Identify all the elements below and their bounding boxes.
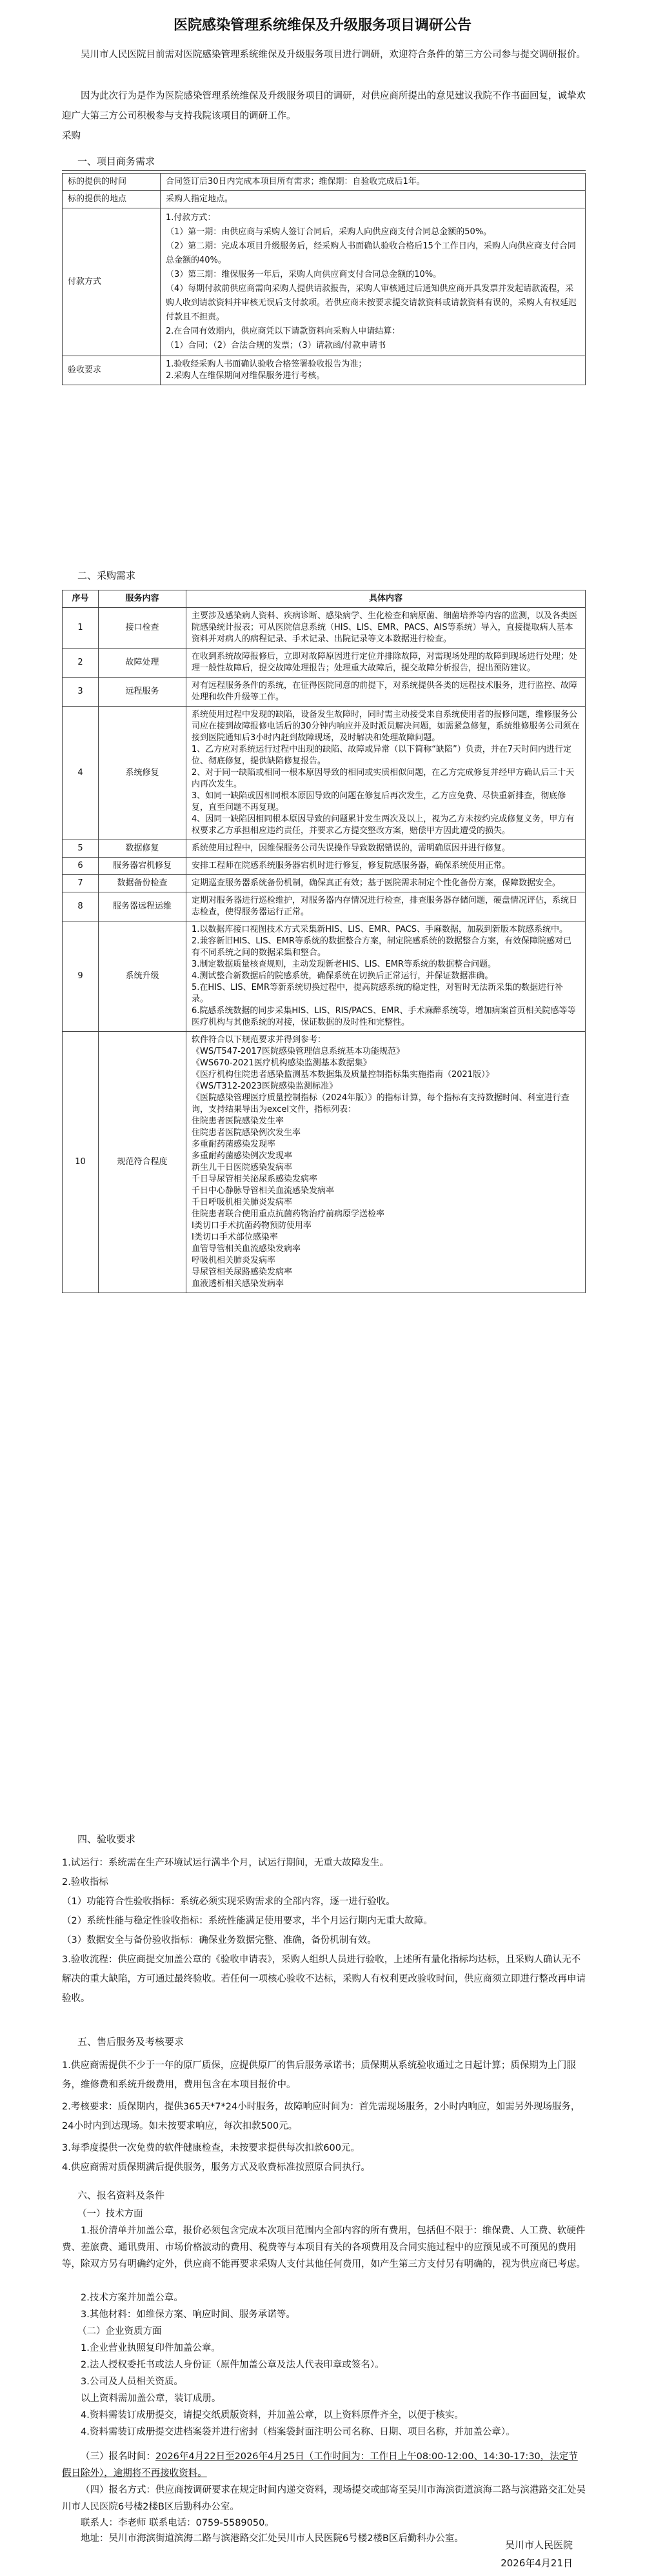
registration-time [62,2448,586,2482]
row-no: 5 [63,840,99,858]
business-value: 合同签订后30日内完成本项目所有需求；维保期：自验收完成后1年。 [161,174,586,191]
after-sales-item: 1.供应商需提供不少于一年的原厂质保，应提供原厂的售后服务承诺书；质保期从系统验收通过之日起计算；质保期为上门服务，维修费和系统升级费用，费用包含在本项目报价中。 [62,2060,576,2090]
row-content: 定期巡查服务器系统备份机制，确保真正有效；基于医院需求制定个性化备份方案，保障数据安全。 [186,875,586,892]
acceptance-item: （1）功能符合性验收指标：系统必须实现采购需求的全部内容，逐一进行验收。 [62,1897,395,1907]
table-row [63,1032,586,1293]
after-sales-item: 3.每季度提供一次免费的软件健康检查，未按要求提供每次扣款600元。 [62,2143,361,2153]
table-row [63,678,586,707]
row-no: 7 [63,875,99,892]
business-key: 标的提供的时间 [63,174,161,191]
table-row [63,356,586,385]
table-row [63,875,586,892]
row-content: 系统使用过程中发现的缺陷，设备发生故障时，同时需主动接受来自系统使用者的报修问题，维修服务公司应在接到故障报修电话后的30分钟内响应并及时派员解决问题，如需紧急修复，系统维修服务公司须在接到医院通知后3小时内赶到故障现场，及时解决和处理故障问题。 1、乙方应对系统运行过程中出现的缺陷、故障或异常（以下简称“缺陷”）负责，并在7天时间内进行定位、彻底修复，提供缺陷修复报告。 2、对于同一缺陷或相同一根本原因导致的相同或实质相似问题，在乙方完成修复并经甲方确认后三十天内再次发生。 3、如同一缺陷或因相同根本原因导致的问题在修复后再次发生，乙方应免费、尽快重新排查，彻底修复，直至问题不再复现。 4、因同一缺陷因相同根本原因导致的问题累计发生两次及以上，视为乙方未按约完成修复义务，甲方有权要求乙方承担相应违约责任，并要求乙方提交整改方案，赔偿甲方因此遭受的损失。 [186,707,586,840]
signature-block [501,2536,573,2572]
row-no: 10 [63,1032,99,1293]
registration-tech-item: 3.其他材料：如维保方案、响应时间、服务承诺等。 [81,2309,295,2320]
after-sales-item: 2.考核要求：质保期内，提供365天*7*24小时服务，故障响应时间为：首先需现场服务，2小时内响应，如需另外现场服务，24小时内到达现场。如未按要求响应，每次扣款500元。 [62,2102,580,2131]
registration-ent-item: 4.资料需装订成册提交进档案袋并进行密封（档案袋封面注明公司名称、日期、项目名称，并加盖公章）。 [81,2427,515,2437]
row-content: 软件符合以下规范要求并得到参考： 《WS/T547-2017医院感染管理信息系统基本功能规范》 《WS670-2021医疗机构感染监测基本数据集》 《医疗机构住院患者感染监测基本数据集及质量控制指标集实施指南（2021版）》 《WS/T312-2023医院感染监测标准》 《医院感染管理医疗质量控制指标（2024年版）》的指标计算，每个指标有支持数据时间、科室进行查询，支持结果导出为excel文件，指标列表： 住院患者医院感染发生率 住院患者医院感染例次发生率 多重耐药菌感染发现率 多重耐药菌感染例次发现率 新生儿千日医院感染发病率 千日导尿管相关泌尿系感染发病率 千日中心静脉导管相关血流感染发病率 千日呼吸机相关肺炎发病率 住院患者联合使用重点抗菌药物治疗前病原学送检率 I类切口手术抗菌药物预防使用率 I类切口手术部位感染率 血管导管相关血流感染发病率 呼吸机相关肺炎发病率 导尿管相关尿路感染发病率 血液透析相关感染发病率 [186,1032,586,1293]
row-content: 对有远程服务条件的系统，在征得医院同意的前提下，对系统提供各类的远程技术服务，进行监控、故障处理和软件升级等工作。 [186,678,586,707]
header-no: 序号 [63,590,99,608]
table-row [63,174,586,191]
table-row [63,191,586,208]
row-content: 系统使用过程中，因维保服务公司失误操作导致数据错误的，需明确原因并进行修复。 [186,840,586,858]
intro-paragraph-2: 因为此次行为是作为医院感染管理系统维保及升级服务项目的调研，对供应商所提出的意见建议我院不作书面回复，诚挚欢迎广大第三方公司积极参与支持我院该项目的调研工作。 [62,91,586,121]
acceptance-item: （3）数据安全与备份验收指标：确保业务数据完整、准确，备份机制有效。 [62,1935,377,1946]
section-heading-after-sales: 五、售后服务及考核要求 [77,2036,184,2048]
acceptance-item: （2）系统性能与稳定性验收指标：系统性能满足使用要求，半个月运行期内无重大故障。 [62,1916,433,1926]
registration-ent-item: 以上资料需加盖公章，装订成册。 [81,2393,221,2404]
row-service: 接口检查 [99,608,186,649]
business-value: 1.验收经采购人书面确认验收合格签署验收报告为准； 2.采购人在维保期间对维保服务进行考核。 [161,356,586,385]
section-heading-acceptance: 四、验收要求 [77,1833,136,1845]
table-row [63,858,586,875]
row-no: 2 [63,649,99,678]
row-no: 3 [63,678,99,707]
table-row [63,840,586,858]
business-key: 标的提供的地点 [63,191,161,208]
row-no: 4 [63,707,99,840]
row-content: 主要涉及感染病人资料、疾病诊断、感染病学、生化检查和病原菌、细菌培养等内容的监测，以及各类医院感染统计报表；可从医院信息系统（HIS、LIS、EMR、PACS、AIS等系统）导入，直接提取病人基本资料并对病人的病程记录、手术记录、出院记录等文本数据进行检查。 [186,608,586,649]
page-title: 医院感染管理系统维保及升级服务项目调研公告 [173,17,471,34]
row-service: 远程服务 [99,678,186,707]
section-heading-business: 一、项目商务需求 [62,154,586,171]
row-service: 数据修复 [99,840,186,858]
row-content: 安排工程师在院感系统服务器宕机时进行修复，修复院感服务器，确保系统使用正常。 [186,858,586,875]
business-key: 付款方式 [63,208,161,356]
signature-date: 2026年4月21日 [501,2557,573,2569]
registration-method: （四）报名方式：供应商按调研要求在规定时间内递交资料，现场提交或邮寄至吴川市海滨街道滨海二路与滨港路交汇处吴川市人民医院6号楼2楼B区后勤科办公室。 [62,2485,586,2512]
table-row [63,921,586,1032]
row-no: 9 [63,921,99,1032]
registration-tech-item: 1.报价清单并加盖公章，报价必须包含完成本次项目范围内全部内容的所有费用，包括但不限于：维保费、人工费、软硬件费、差旅费、通讯费用、市场价格波动的费用、税费等与本项目有关的各项费用及合同实施过程中的应预见或不可预见的费用等，除双方另有明确约定外，供应商不能再要求采购人支付其他任何费用，如产生第三方支付另有明确的，视为供应商已考虑。 [62,2226,586,2269]
row-service: 系统升级 [99,921,186,1032]
table-header-row [63,590,586,608]
business-requirements-table [62,173,586,385]
registration-time-label: （三）报名时间： [81,2451,155,2462]
section-heading-procurement: 二、采购需求 [77,570,136,581]
table-row [63,649,586,678]
row-service: 故障处理 [99,649,186,678]
row-content: 定期对服务器进行巡检维护，对服务器内存情况进行检查，排查服务器存储问题，硬盘情况评估，系统日志检查，使得服务器运行正常。 [186,892,586,921]
procurement-requirements-table [62,590,586,1293]
registration-ent-item: 3.公司及人员相关资质。 [81,2377,183,2387]
table-row [63,608,586,649]
row-service: 服务器宕机修复 [99,858,186,875]
business-value: 采购人指定地点。 [161,191,586,208]
registration-ent-item: 2.法人授权委托书或法人身份证（原件加盖公章及法人代表印章或签名）。 [81,2360,384,2370]
row-no: 6 [63,858,99,875]
intro-tail: 采购 [62,131,81,141]
signature-org: 吴川市人民医院 [504,2539,573,2551]
business-key: 验收要求 [63,356,161,385]
row-no: 8 [63,892,99,921]
table-row [63,892,586,921]
acceptance-item: 2.验收指标 [62,1877,108,1887]
row-content: 在收到系统故障报修后，立即对故障原因进行定位并排除故障，对需现场处理的故障到现场进行处理；处理一般性故障后，提交故障处理报告；处理重大故障后，提交故障分析报告，提出预防建议。 [186,649,586,678]
table-row [63,208,586,356]
row-service: 服务器远程运维 [99,892,186,921]
row-no: 1 [63,608,99,649]
row-content: 1.以数据库接口视图技术方式采集新HIS、LIS、EMR、PACS、手麻数据，加载到新版本院感系统中。 2.兼容新旧HIS、LIS、EMR等系统的数据整合方案，制定院感系统的数据整合方案，有效保障院感对已有不同系统之间的数据采集和整合。 3.制定数据质量核查规则，主动发现新老HIS、LIS、EMR等系统的数据整合问题。 4.测试整合新数据后的院感系统，确保系统在切换后正常运行，并保证数据准确。 5.在HIS、LIS、EMR等新系统切换过程中，提高院感系统的稳定性，对暂时无法新采集的数据进行补录。 6.院感系统数据的同步采集HIS、LIS、RIS/PACS、EMR、手术麻醉系统等，增加病案首页相关院感等等医疗机构与其他系统的对接，保证数据的及时性和完整性。 [186,921,586,1032]
row-service: 系统修复 [99,707,186,840]
registration-tech-item: 2.技术方案并加盖公章。 [81,2293,183,2303]
row-service: 数据备份检查 [99,875,186,892]
header-service: 服务内容 [99,590,186,608]
registration-ent-heading: （二）企业资质方面 [77,2326,162,2337]
contact-line: 联系人：李老师 联系电话：0759-5589050。 [81,2518,274,2528]
registration-ent-item: 4.资料需装订成册提交，请提交纸质版资料，并加盖公章，以上资料原件齐全，以便于核实。 [81,2410,464,2420]
registration-tech-heading: （一）技术方面 [77,2209,143,2219]
address-line: 地址：吴川市海滨街道滨海二路与滨港路交汇处吴川市人民医院6号楼2楼B区后勤科办公室。 [81,2533,464,2544]
acceptance-item: 1.试运行：系统需在生产环境试运行满半个月，试运行期间，无重大故障发生。 [62,1858,389,1868]
registration-ent-item: 1.企业营业执照复印件加盖公章。 [81,2343,221,2353]
after-sales-item: 4.供应商需对质保期满后提供服务，服务方式及收费标准按照原合同执行。 [62,2162,370,2173]
acceptance-item: 3.验收流程：供应商提交加盖公章的《验收申请表》，采购人组织人员进行验收，上述所有量化指标均达标，且采购人确认无不解决的重大缺陷，方可通过最终验收。若任何一项核心验收不达标，采购人有权利更改验收时间，供应商须立即进行整改再申请验收。 [62,1955,586,2004]
header-content: 具体内容 [186,590,586,608]
section-heading-registration: 六、报名资料及条件 [77,2189,165,2201]
business-value: 1.付款方式： （1）第一期：由供应商与采购人签订合同后，采购人向供应商支付合同总金额的50%。 （2）第二期：完成本项目升级服务后，经采购人书面确认验收合格后15个工作日内，采购人向供应商支付合同总金额的40%。 （3）第三期：维保服务一年后，采购人向供应商支付合同总金额的10%。 （4）每期付款前供应商需向采购人提供请款报告，采购人审核通过后通知供应商开具发票并发起请款流程，采购人收到请款资料并审核无误后支付款项。若供应商未按要求提交请款资料或请款资料有误的，采购人有权延迟付款且不担责。 2.在合同有效期内，供应商凭以下请款资料向采购人申请结算： （1）合同；（2）合法合规的发票；（3）请款函/付款申请书 [161,208,586,356]
intro-paragraph-1: 吴川市人民医院目前需对医院感染管理系统维保及升级服务项目进行调研，欢迎符合条件的第三方公司参与提交调研报价。 [81,50,586,60]
registration-time-value: 2026年4月22日至2026年4月25日（工作时间为：工作日上午08:00-12:00、14:30-17:30，法定节假日除外），逾期将不再接收资料。 [62,2451,578,2479]
row-service: 规范符合程度 [99,1032,186,1293]
table-row [63,707,586,840]
